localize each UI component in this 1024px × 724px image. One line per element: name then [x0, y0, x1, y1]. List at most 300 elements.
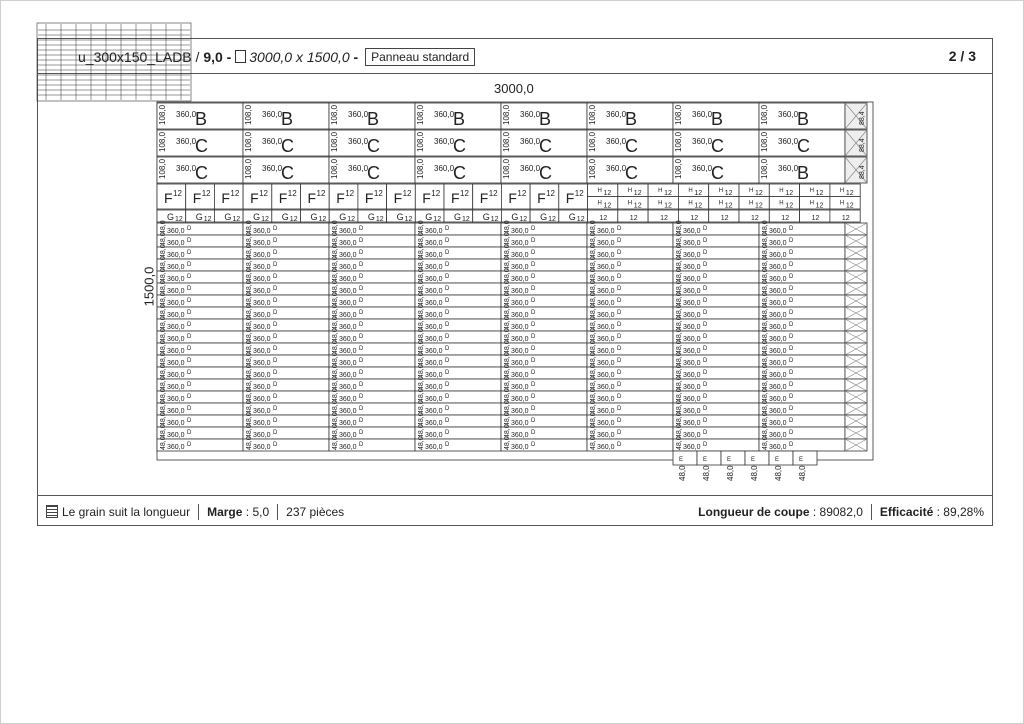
piece-label: D — [273, 430, 278, 436]
piece-label: D — [531, 406, 536, 412]
page-number: 2 / 3 — [948, 48, 976, 64]
piece-height-label: 48,0 — [418, 412, 425, 426]
piece-width-label: 360,0 — [425, 312, 443, 319]
piece-label: D — [273, 238, 278, 244]
piece[interactable] — [769, 451, 793, 465]
piece-width-label: 360,0 — [167, 312, 185, 319]
piece-width-label: 360,0 — [597, 372, 615, 379]
piece-height-label: 48,0 — [246, 220, 253, 234]
piece-label: D — [531, 250, 536, 256]
piece-width-label: 360,0 — [511, 360, 529, 367]
piece-label: D — [445, 238, 450, 244]
piece-height-label: 48,0 — [762, 340, 769, 354]
piece-height-label: 108,0 — [244, 158, 253, 179]
piece-width-label: 360,0 — [511, 312, 529, 319]
piece-label: D — [187, 262, 192, 268]
piece-width-label: 360,0 — [167, 432, 185, 439]
piece[interactable] — [673, 451, 697, 465]
piece-height-label: 48,0 — [590, 328, 597, 342]
piece-width-label: 360,0 — [769, 372, 787, 379]
piece-label: D — [789, 394, 794, 400]
piece-width-label: 360,0 — [434, 164, 455, 173]
piece-label: H — [718, 188, 724, 194]
piece-label: H — [658, 188, 663, 194]
piece-width-label: 360,0 — [425, 336, 443, 343]
piece-height-label: 48,0 — [590, 352, 597, 366]
piece-height-label: 48,0 — [590, 268, 597, 282]
piece-label: D — [789, 382, 794, 388]
piece-label: D — [531, 310, 536, 316]
piece-label: H — [627, 200, 633, 207]
piece-label: D — [273, 286, 278, 292]
piece-width-label: 360,0 — [683, 372, 701, 379]
separator: - — [349, 49, 363, 65]
piece-label: G — [339, 212, 347, 222]
piece-dim: 12 — [755, 190, 763, 197]
piece-label: C — [539, 163, 552, 183]
piece-dim: 12 — [316, 189, 326, 198]
piece-label: D — [359, 298, 364, 304]
piece-label: D — [617, 346, 622, 352]
piece-label: C — [453, 163, 466, 183]
piece[interactable] — [721, 451, 745, 465]
piece-dim: 12 — [402, 189, 412, 198]
piece-width-label: 360,0 — [339, 444, 357, 451]
piece-label: D — [789, 238, 794, 244]
piece-height-label: 48,0 — [418, 364, 425, 378]
piece-height-label: 48,0 — [332, 436, 339, 450]
piece-label: G — [482, 212, 490, 222]
piece-label: C — [281, 163, 294, 183]
piece-width-label: 360,0 — [769, 264, 787, 271]
piece-label: D — [187, 238, 192, 244]
piece-label: H — [809, 200, 814, 207]
piece-label: D — [789, 274, 794, 280]
piece-height-label: 48,0 — [590, 388, 597, 402]
piece-width-label: 360,0 — [176, 137, 197, 146]
piece-label: D — [359, 262, 364, 268]
piece-label: D — [617, 310, 622, 316]
piece-dim: 12 — [373, 189, 383, 198]
piece-height-label: 48,0 — [246, 268, 253, 282]
piece-label: B — [625, 109, 638, 129]
piece-height-label: 48,0 — [676, 436, 683, 450]
piece-width-label: 360,0 — [769, 384, 787, 391]
piece-label: D — [273, 346, 278, 352]
piece-label: H — [688, 200, 693, 207]
piece-label: D — [445, 442, 450, 448]
piece-width-label: 360,0 — [339, 372, 357, 379]
piece-label: E — [751, 457, 756, 463]
piece-width-label: 360,0 — [167, 420, 185, 427]
piece-width-label: 360,0 — [520, 137, 541, 146]
strip-label: 48,0 — [774, 465, 783, 481]
piece-height-label: 48,0 — [418, 388, 425, 402]
piece-width-label: 360,0 — [597, 360, 615, 367]
piece-height-label: 108,0 — [674, 158, 683, 179]
piece-height-label: 48,0 — [246, 256, 253, 270]
piece-label: D — [359, 238, 364, 244]
piece-dim: 12 — [261, 216, 269, 223]
piece-label: D — [789, 370, 794, 376]
piece-height-label: 108,0 — [416, 104, 425, 125]
piece-height-label: 48,0 — [246, 292, 253, 306]
piece-label: D — [359, 394, 364, 400]
piece-height-label: 48,0 — [504, 220, 511, 234]
divider — [277, 504, 278, 520]
piece-width-label: 360,0 — [167, 348, 185, 355]
piece-width-label: 360,0 — [683, 312, 701, 319]
grain-icon — [46, 505, 58, 518]
piece-label: D — [273, 226, 278, 232]
piece-label: D — [703, 418, 708, 424]
piece-label: D — [703, 274, 708, 280]
piece-height-label: 48,0 — [332, 388, 339, 402]
piece-width-label: 360,0 — [253, 420, 271, 427]
piece-width-label: 360,0 — [253, 336, 271, 343]
piece-label: D — [273, 382, 278, 388]
efficiency-value: 89,28% — [943, 505, 984, 519]
piece-label: D — [703, 358, 708, 364]
piece-label: E — [703, 457, 708, 463]
piece-width-label: 360,0 — [606, 137, 627, 146]
piece-width-label: 360,0 — [339, 336, 357, 343]
piece-height-label: 48,0 — [762, 304, 769, 318]
piece-dim: 12 — [690, 215, 699, 222]
piece-width-label: 360,0 — [253, 444, 271, 451]
piece-height-label: 48,0 — [676, 400, 683, 414]
piece-label: D — [531, 286, 536, 292]
piece-label: D — [187, 310, 192, 316]
piece-dim: 12 — [431, 189, 441, 198]
piece-width-label: 360,0 — [425, 252, 443, 259]
piece-label: B — [539, 109, 552, 129]
piece-dim: 12 — [603, 190, 612, 197]
piece-label: F — [451, 190, 460, 206]
piece-label: D — [359, 370, 364, 376]
piece-label: D — [531, 334, 536, 340]
piece-height-label: 108,0 — [158, 131, 167, 152]
piece-dim: 12 — [781, 215, 790, 222]
piece-height-label: 48,0 — [418, 376, 425, 390]
piece-label: C — [539, 136, 552, 156]
piece-height-label: 48,0 — [160, 256, 167, 270]
piece-label: H — [658, 200, 663, 207]
piece-height-label: 108,0 — [588, 131, 597, 152]
piece-height-label: 48,0 — [504, 268, 511, 282]
piece-label: H — [779, 188, 784, 194]
piece-label: D — [359, 274, 364, 280]
piece-width-label: 360,0 — [683, 240, 701, 247]
piece-label: B — [195, 109, 208, 129]
piece-width-label: 360,0 — [769, 276, 787, 283]
piece-height-label: 48,0 — [160, 436, 167, 450]
piece-height-label: 48,0 — [590, 364, 597, 378]
piece-label: D — [187, 418, 192, 424]
piece-dim: 12 — [460, 189, 469, 198]
piece-height-label: 48,0 — [332, 232, 339, 246]
piece-dim: 12 — [201, 189, 211, 198]
piece-height-label: 48,0 — [246, 424, 253, 438]
piece-height-label: 48,0 — [246, 376, 253, 390]
piece-label: D — [703, 382, 708, 388]
piece-height-label: 48,0 — [246, 364, 253, 378]
piece-dim: 12 — [576, 216, 585, 223]
piece[interactable] — [793, 451, 817, 465]
piece-width-label: 360,0 — [511, 300, 529, 307]
piece-label: D — [187, 370, 192, 376]
piece-height-label: 48,0 — [418, 220, 425, 234]
piece[interactable] — [745, 451, 769, 465]
piece-label: D — [531, 430, 536, 436]
piece-width-label: 360,0 — [253, 372, 271, 379]
piece-dim: 12 — [287, 189, 297, 198]
offcut-label: 88,4 — [859, 138, 866, 152]
piece-height-label: 48,0 — [676, 328, 683, 342]
piece-dim: 12 — [232, 216, 241, 223]
piece-height-label: 48,0 — [590, 316, 597, 330]
piece-label: D — [359, 430, 364, 436]
piece-label: H — [749, 188, 754, 194]
piece-width-label: 360,0 — [425, 240, 443, 247]
piece-label: G — [540, 212, 548, 222]
piece-height-label: 48,0 — [504, 256, 511, 270]
piece-label: G — [195, 212, 203, 222]
piece-width-label: 360,0 — [597, 312, 615, 319]
piece-height-label: 48,0 — [160, 316, 167, 330]
efficiency-label: Efficacité — [879, 505, 934, 519]
piece-dim: 12 — [345, 189, 355, 198]
piece-width-label: 360,0 — [597, 240, 615, 247]
piece-height-label: 48,0 — [332, 328, 339, 342]
piece-height-label: 48,0 — [762, 424, 769, 438]
piece-height-label: 48,0 — [504, 376, 511, 390]
piece-label: D — [531, 382, 536, 388]
piece-width-label: 360,0 — [683, 360, 701, 367]
piece-width-label: 360,0 — [339, 408, 357, 415]
piece-width-label: 360,0 — [683, 336, 701, 343]
piece-width-label: 360,0 — [262, 137, 283, 146]
piece-width-label: 360,0 — [597, 444, 615, 451]
piece[interactable] — [697, 451, 721, 465]
piece-label: D — [789, 418, 794, 424]
offcut-label: 88,4 — [859, 111, 866, 125]
piece-dim: 12 — [694, 202, 703, 210]
sheet-type-badge[interactable]: Panneau standard — [365, 48, 475, 66]
piece-height-label: 48,0 — [332, 424, 339, 438]
piece-height-label: 108,0 — [158, 158, 167, 179]
piece-label: D — [187, 346, 192, 352]
piece-height-label: 48,0 — [676, 388, 683, 402]
piece-label: D — [531, 346, 536, 352]
piece-height-label: 48,0 — [762, 220, 769, 234]
piece-width-label: 360,0 — [425, 372, 443, 379]
piece-label: D — [617, 322, 622, 328]
piece-label: D — [617, 382, 622, 388]
piece-label: D — [187, 274, 192, 280]
piece-label: D — [703, 370, 708, 376]
piece-label: D — [617, 274, 622, 280]
piece-label: D — [703, 226, 708, 232]
piece-height-label: 48,0 — [160, 220, 167, 234]
piece-label: D — [445, 358, 450, 364]
piece-height-label: 48,0 — [762, 412, 769, 426]
piece-label: D — [617, 430, 622, 436]
piece-label: C — [625, 136, 638, 156]
piece-width-label: 360,0 — [253, 228, 271, 235]
piece-label: D — [359, 442, 364, 448]
piece-label: H — [597, 200, 602, 207]
piece-width-label: 360,0 — [683, 228, 701, 235]
piece-width-label: 360,0 — [769, 240, 787, 247]
piece-height-label: 48,0 — [676, 364, 683, 378]
piece-dim: 12 — [173, 189, 182, 198]
piece-height-label: 48,0 — [332, 400, 339, 414]
piece-label: D — [445, 298, 450, 304]
piece-dim: 12 — [603, 202, 612, 210]
piece-height-label: 48,0 — [504, 316, 511, 330]
piece-height-label: 48,0 — [160, 280, 167, 294]
cutting-layout — [156, 101, 874, 481]
piece-height-label: 48,0 — [762, 316, 769, 330]
piece-height-label: 48,0 — [590, 220, 597, 234]
piece-height-label: 48,0 — [418, 424, 425, 438]
piece-width-label: 360,0 — [511, 264, 529, 271]
piece-dim: 12 — [404, 216, 413, 223]
piece-label: F — [508, 190, 517, 206]
piece-height-label: 48,0 — [676, 292, 683, 306]
piece-label: D — [273, 310, 278, 316]
piece-height-label: 48,0 — [504, 280, 511, 294]
margin-value: 5,0 — [252, 505, 270, 519]
piece-width-label: 360,0 — [253, 264, 271, 271]
piece-width-label: 360,0 — [167, 276, 185, 283]
piece-width-label: 360,0 — [167, 240, 185, 247]
piece-dim: 12 — [519, 216, 528, 223]
piece-label: E — [799, 457, 804, 463]
piece-width-label: 360,0 — [683, 252, 701, 259]
piece-width-label: 360,0 — [597, 252, 615, 259]
piece-label: C — [711, 163, 724, 183]
piece-height-label: 108,0 — [760, 131, 769, 152]
piece-width-label: 360,0 — [253, 288, 271, 295]
piece-width-label: 360,0 — [167, 408, 185, 415]
piece-width-label: 360,0 — [348, 164, 369, 173]
piece-label: D — [789, 286, 794, 292]
piece-height-label: 48,0 — [246, 400, 253, 414]
piece-width-label: 360,0 — [778, 164, 799, 173]
piece-label: D — [531, 262, 536, 268]
piece-dim: 12 — [433, 216, 442, 223]
piece-height-label: 48,0 — [590, 400, 597, 414]
piece-dim: 12 — [660, 215, 668, 222]
piece-label: D — [187, 358, 192, 364]
piece-label: D — [703, 262, 708, 268]
piece-label: D — [445, 274, 450, 280]
piece-width-label: 360,0 — [769, 360, 787, 367]
piece-width-label: 360,0 — [511, 288, 529, 295]
piece-width-label: 360,0 — [167, 228, 185, 235]
piece-width-label: 360,0 — [683, 300, 701, 307]
sheet-title — [78, 48, 475, 66]
piece-dim: 12 — [599, 215, 608, 222]
piece-height-label: 48,0 — [246, 244, 253, 258]
piece-dim: 12 — [546, 189, 556, 198]
piece-width-label: 360,0 — [348, 110, 369, 119]
piece-height-label: 108,0 — [416, 158, 425, 179]
piece-width-label: 360,0 — [339, 276, 357, 283]
piece-dim: 12 — [203, 216, 212, 223]
piece-width-label: 360,0 — [606, 110, 627, 119]
piece-width-label: 360,0 — [683, 288, 701, 295]
piece-count: 237 pièces — [286, 505, 345, 519]
piece-width-label: 360,0 — [511, 240, 529, 247]
piece-label: G — [511, 212, 519, 222]
piece-height-label: 48,0 — [590, 256, 597, 270]
piece-label: D — [789, 250, 794, 256]
piece-label: H — [779, 200, 784, 207]
piece-height-label: 48,0 — [160, 328, 167, 342]
piece-label: G — [568, 212, 576, 222]
piece-label: B — [711, 109, 724, 129]
piece-height-label: 48,0 — [246, 388, 253, 402]
piece-height-label: 48,0 — [590, 280, 597, 294]
separator: - — [222, 49, 236, 65]
piece-height-label: 48,0 — [504, 388, 511, 402]
piece-height-label: 48,0 — [762, 400, 769, 414]
piece-width-label: 360,0 — [167, 252, 185, 259]
piece-label: F — [336, 190, 345, 206]
piece-width-label: 360,0 — [425, 360, 443, 367]
piece-dim: 12 — [259, 189, 269, 198]
cut-length-value: 89082,0 — [819, 505, 863, 519]
piece-width-label: 360,0 — [683, 324, 701, 331]
piece-height-label: 48,0 — [590, 376, 597, 390]
piece-width-label: 360,0 — [167, 384, 185, 391]
piece-height-label: 48,0 — [332, 268, 339, 282]
margin-label: Marge — [207, 505, 243, 519]
piece-dim: 12 — [548, 216, 556, 223]
piece-label: D — [703, 394, 708, 400]
sheet-footer: Le grain suit la longueur Marge : 5,0 237 pièces Longueur de coupe : 89082,0 Efficacité : 89,28% — [38, 495, 992, 526]
piece-dim: 12 — [724, 190, 733, 197]
piece-label: F — [221, 190, 230, 206]
piece-label: D — [531, 394, 536, 400]
piece-height-label: 108,0 — [158, 104, 167, 125]
piece-label: D — [789, 406, 794, 412]
piece-height-label: 48,0 — [676, 340, 683, 354]
piece-label: D — [359, 358, 364, 364]
piece-height-label: 48,0 — [246, 412, 253, 426]
piece-label: D — [273, 250, 278, 256]
piece-height-label: 108,0 — [330, 104, 339, 125]
piece-label: D — [187, 406, 192, 412]
piece-label: F — [250, 190, 259, 206]
piece-label: D — [789, 430, 794, 436]
piece-height-label: 48,0 — [160, 292, 167, 306]
piece-height-label: 108,0 — [330, 158, 339, 179]
sheet-size: 3000,0 x 1500,0 — [249, 49, 350, 65]
piece-label: D — [445, 322, 450, 328]
piece-width-label: 360,0 — [683, 264, 701, 271]
piece-dim: 12 — [694, 190, 703, 197]
piece-height-label: 108,0 — [502, 131, 511, 152]
piece-dim: 12 — [490, 216, 499, 223]
piece-width-label: 360,0 — [597, 384, 615, 391]
piece-height-label: 48,0 — [676, 304, 683, 318]
piece-height-label: 48,0 — [590, 244, 597, 258]
piece-label: D — [617, 418, 622, 424]
